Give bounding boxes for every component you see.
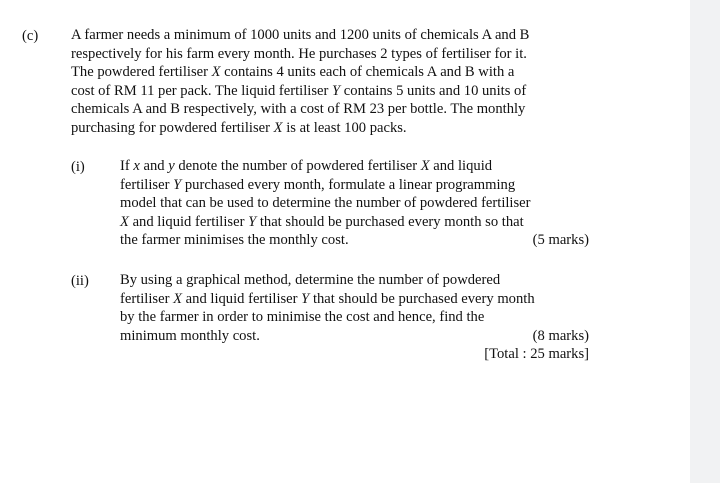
intro-line: purchasing for powdered fertiliser X is at least 100 packs. <box>71 119 407 136</box>
variable: X <box>420 158 430 174</box>
variable: Y <box>332 82 341 99</box>
question-intro <box>71 26 589 138</box>
subpart-line: fertiliser Y purchased every month, formulate a linear programming <box>120 176 516 193</box>
variable: X <box>173 290 183 307</box>
variable: X <box>120 213 129 230</box>
subpart-line: the farmer minimises the monthly cost. (5 marks) <box>120 232 589 249</box>
variable: Y <box>173 176 182 193</box>
intro-line: respectively for his farm every month. He purchases 2 types of fertiliser for it. <box>71 45 527 62</box>
subpart-line: minimum monthly cost. (8 marks) <box>120 327 589 344</box>
variable: Y <box>248 213 257 230</box>
intro-line: The powdered fertiliser X contains 4 units each of chemicals A and B with a <box>71 64 515 81</box>
variable: X <box>273 119 283 136</box>
marks-label: (8 marks) <box>532 327 589 344</box>
variable: y <box>168 158 175 174</box>
subpart-line: If x and y denote the number of powdered fertiliser X and liquid <box>120 158 493 174</box>
subpart-label-ii: (ii) <box>71 273 89 289</box>
viewer-sidebar <box>690 0 720 483</box>
variable: X <box>211 64 221 81</box>
marks-label: (5 marks) <box>532 232 589 249</box>
intro-line: chemicals A and B respectively, with a cost of RM 23 per bottle. The monthly <box>71 101 526 118</box>
variable: Y <box>301 290 310 307</box>
variable: x <box>133 158 140 174</box>
part-label: (c) <box>22 28 39 44</box>
intro-line: A farmer needs a minimum of 1000 units and 1200 units of chemicals A and B <box>71 27 530 43</box>
total-marks: [Total : 25 marks] <box>484 346 589 363</box>
subpart-i-text <box>120 157 589 250</box>
subpart-label-i: (i) <box>71 159 85 175</box>
subpart-line: fertiliser X and liquid fertiliser Y that should be purchased every month <box>120 290 535 307</box>
subpart-ii-text <box>120 271 589 364</box>
intro-line: cost of RM 11 per pack. The liquid fertiliser Y contains 5 units and 10 units of <box>71 82 527 99</box>
subpart-line: by the farmer in order to minimise the cost and hence, find the <box>120 309 485 326</box>
subpart-line: X and liquid fertiliser Y that should be purchased every month so that <box>120 213 524 230</box>
subpart-line: By using a graphical method, determine the number of powdered <box>120 272 501 288</box>
subpart-line: model that can be used to determine the number of powdered fertiliser <box>120 195 531 212</box>
